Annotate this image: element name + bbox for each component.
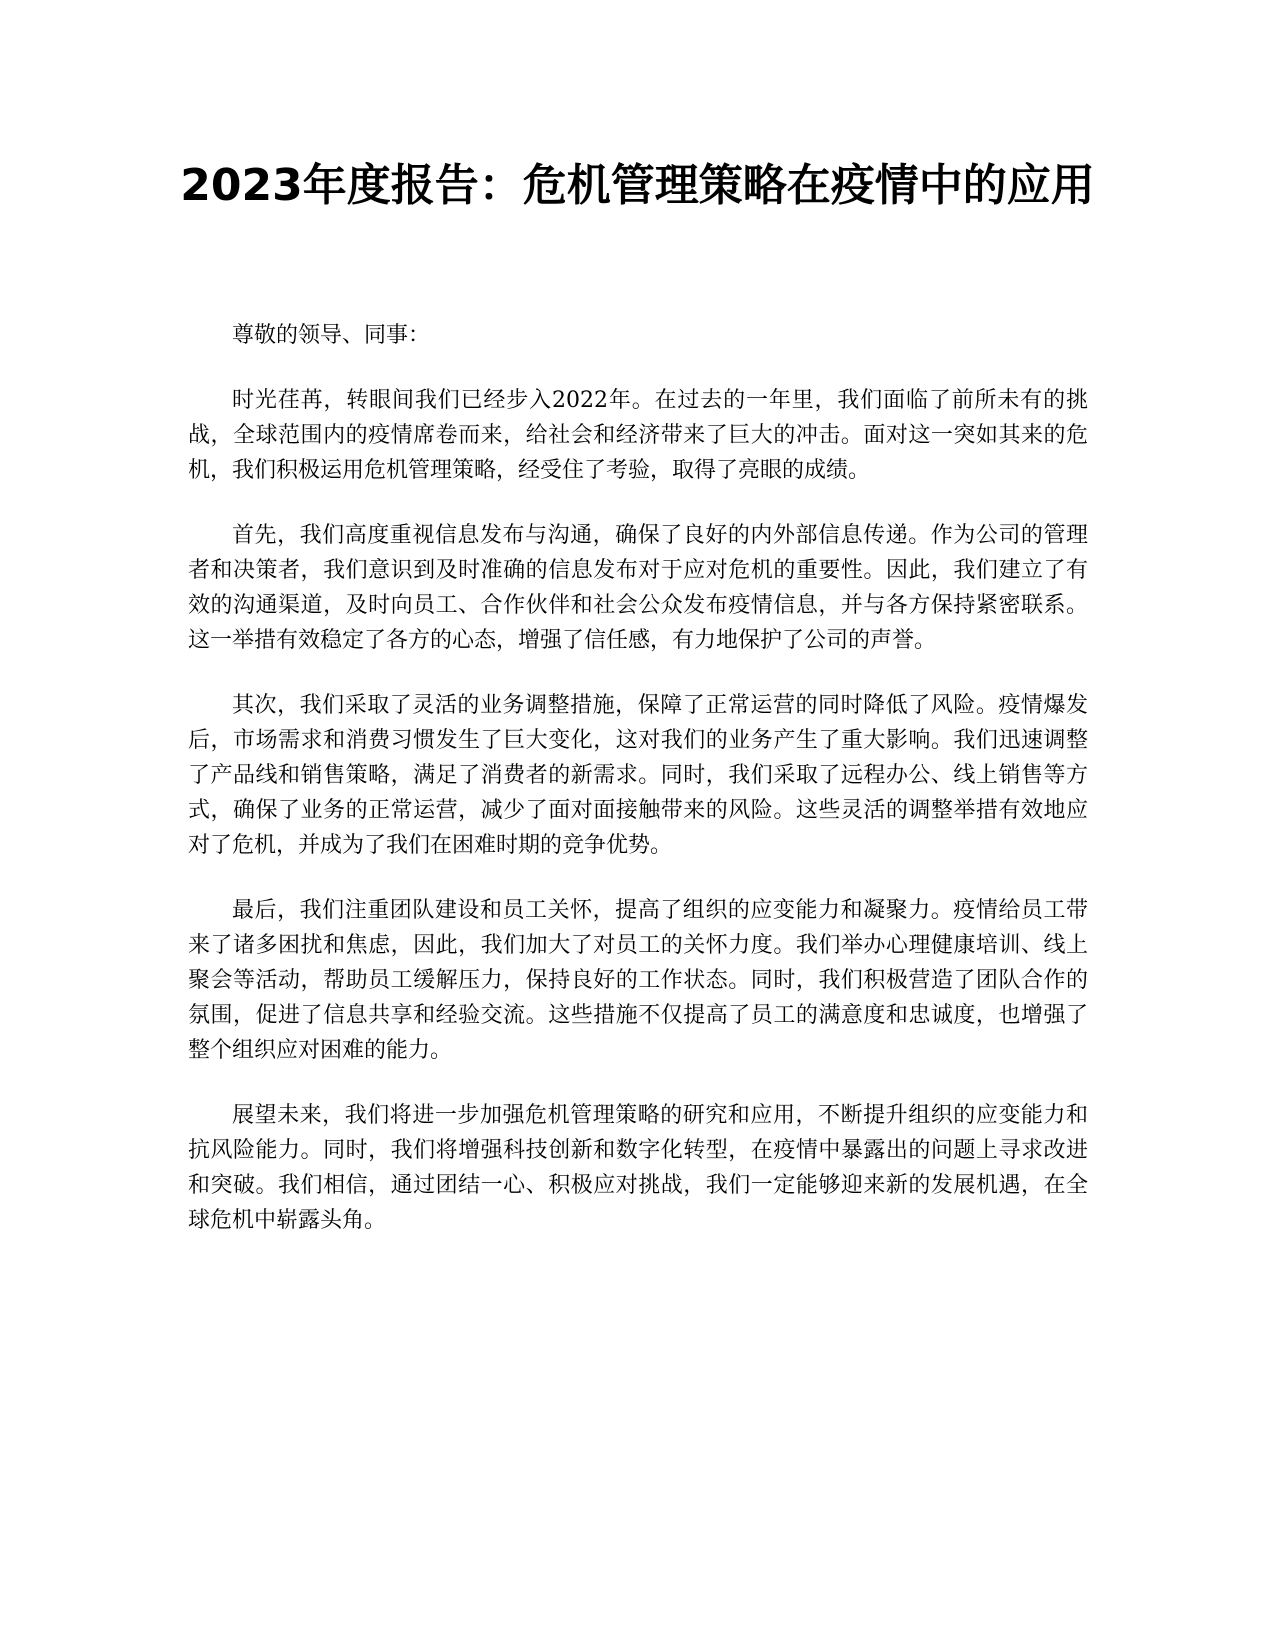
paragraph-communication: 首先，我们高度重视信息发布与沟通，确保了良好的内外部信息传递。作为公司的管理者和决策者，我们意识到及时准确的信息发布对于应对危机的重要性。因此，我们建立了有效的沟通渠道，及时向员工、合作伙伴和社会公众发布疫情信息，并与各方保持紧密联系。这一举措有效稳定了各方的心态，增强了信任感，有力地保护了公司的声誉。: [188, 523, 1088, 653]
document-title: 2023年度报告：危机管理策略在疫情中的应用: [180, 160, 1095, 211]
paragraph-outlook: 展望未来，我们将进一步加强危机管理策略的研究和应用，不断提升组织的应变能力和抗风险能力。同时，我们将增强科技创新和数字化转型，在疫情中暴露出的问题上寻求改进和突破。我们相信，通过团结一心、积极应对挑战，我们一定能够迎来新的发展机遇，在全球危机中崭露头角。: [188, 1103, 1088, 1233]
document-body: [188, 318, 1088, 1268]
paragraph-team-care: 最后，我们注重团队建设和员工关怀，提高了组织的应变能力和凝聚力。疫情给员工带来了诸多困扰和焦虑，因此，我们加大了对员工的关怀力度。我们举办心理健康培训、线上聚会等活动，帮助员工缓解压力，保持良好的工作状态。同时，我们积极营造了团队合作的氛围，促进了信息共享和经验交流。这些措施不仅提高了员工的满意度和忠诚度，也增强了整个组织应对困难的能力。: [188, 898, 1088, 1063]
paragraph-intro: 时光荏苒，转眼间我们已经步入2022年。在过去的一年里，我们面临了前所未有的挑战，全球范围内的疫情席卷而来，给社会和经济带来了巨大的冲击。面对这一突如其来的危机，我们积极运用危机管理策略，经受住了考验，取得了亮眼的成绩。: [188, 388, 1088, 483]
salutation: 尊敬的领导、同事：: [232, 323, 431, 348]
paragraph-business-adjustment: 其次，我们采取了灵活的业务调整措施，保障了正常运营的同时降低了风险。疫情爆发后，市场需求和消费习惯发生了巨大变化，这对我们的业务产生了重大影响。我们迅速调整了产品线和销售策略，满足了消费者的新需求。同时，我们采取了远程办公、线上销售等方式，确保了业务的正常运营，减少了面对面接触带来的风险。这些灵活的调整举措有效地应对了危机，并成为了我们在困难时期的竞争优势。: [188, 693, 1088, 858]
